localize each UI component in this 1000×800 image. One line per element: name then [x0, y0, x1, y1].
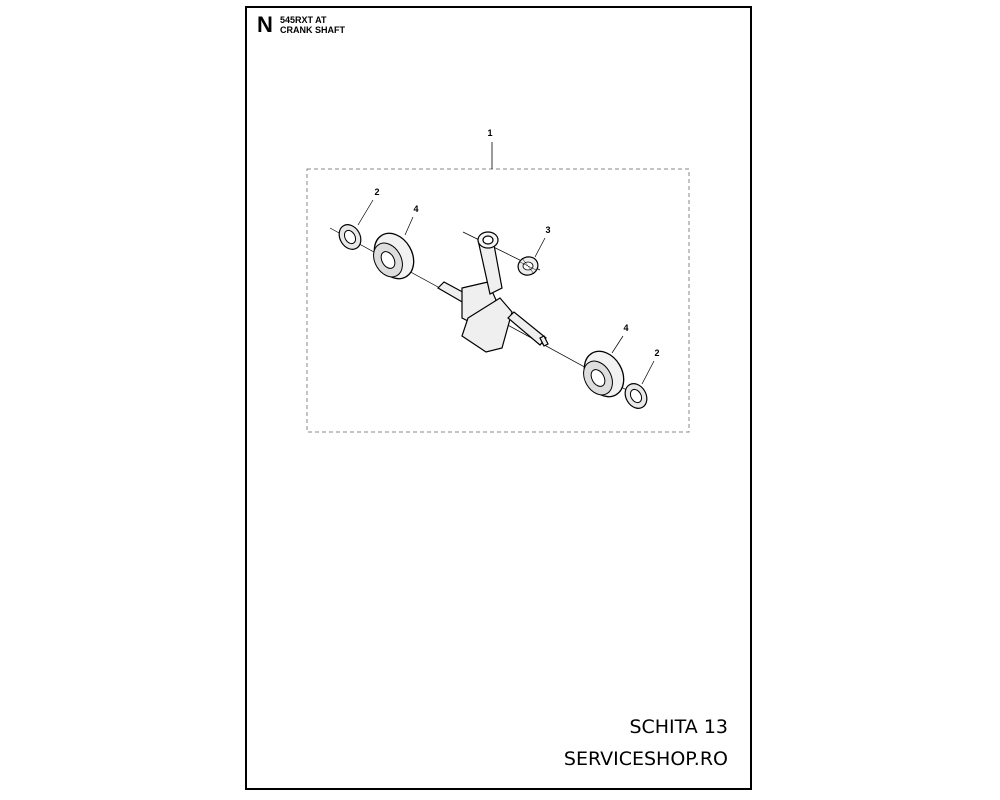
callout-seal-left: 2: [374, 187, 380, 197]
leader-bearing-left: [405, 217, 413, 235]
crankshaft-icon: [438, 232, 548, 352]
footer-schita: SCHITA 13: [629, 716, 728, 738]
leader-seal-right: [642, 361, 654, 384]
footer-website: SERVICESHOP.RO: [563, 748, 728, 770]
ball-bearing-left: [366, 226, 421, 286]
ball-bearing-right: [576, 344, 631, 404]
callout-bearing-right: 4: [623, 323, 629, 333]
oil-seal-left: [335, 221, 365, 254]
needle-bearing-icon: [516, 254, 541, 278]
diagram-title: CRANK SHAFT: [280, 25, 345, 35]
callout-needle-bearing: 3: [545, 225, 551, 235]
callout-bearing-left: 4: [413, 204, 419, 214]
section-letter: N: [257, 12, 273, 37]
oil-seal-right: [621, 380, 651, 413]
callout-seal-right: 2: [654, 348, 660, 358]
callout-assembly: 1: [487, 128, 493, 138]
leader-bearing-right: [612, 336, 623, 353]
model-name: 545RXT AT: [280, 15, 327, 25]
leader-needle-bearing: [535, 238, 545, 257]
leader-seal-left: [358, 200, 373, 225]
